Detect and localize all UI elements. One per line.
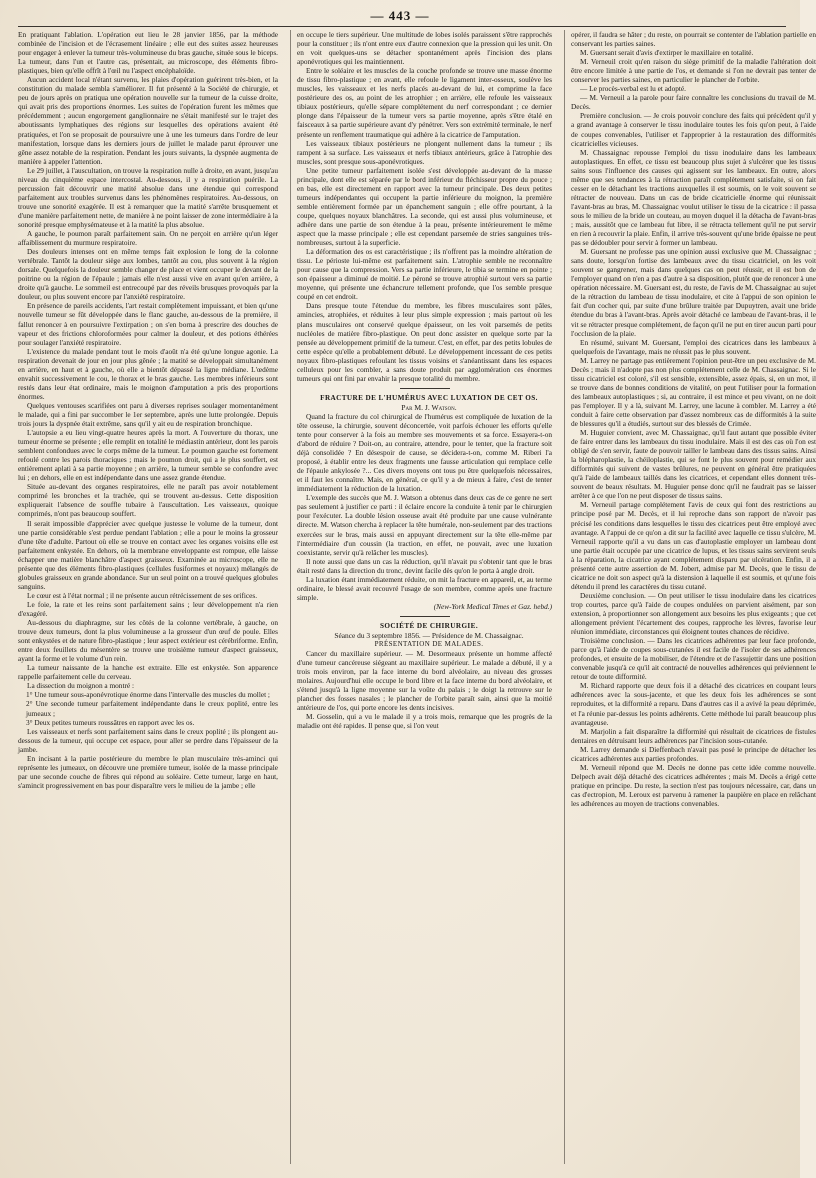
paragraph: M. Larrey demande si Dieffenbach n'avait pas posé le principe de détacher les cicatrices adhérentes aux parties profondes. <box>571 744 816 763</box>
header-rule <box>18 26 786 27</box>
paragraph: Deuxième conclusion. — On peut utiliser le tissu inodulaire dans les cicatrices trop courtes, parce qu'à l'aide de coupes ondulées on parvient aisément, par son extension, à proportionner son allongement aux besoins les plus exigeants ; que cet allongement prévient l'écartement des coupes, rapproche les lèvres, favorise leur réunion immédiate, circonstances qui éloignent toutes chances de récidive. <box>571 590 816 637</box>
paragraph: Les vaisseaux tibiaux postérieurs ne plongent nullement dans la tumeur ; ils rampent à sa surface. Les vaisseaux et nerfs tibiaux antérieurs, grâce à l'atrophie des muscles, sont presque sous-aponévrotiques. <box>297 138 552 166</box>
paragraph: M. Marjolin a fait disparaître la difformité qui résultait de cicatrices de fistules dentaires en détruisant leurs adhérences par l'incision sous-cutanée. <box>571 726 816 745</box>
list-item: 3° Deux petites tumeurs roussâtres en rapport avec les os. <box>26 717 195 727</box>
paragraph: L'existence du malade pendant tout le mois d'août n'a été qu'une longue agonie. La respiration devenait de jour en jour plus gênée ; la matité se développait simultanément en arrière, en haut et à gauche, où elle a bientôt dépassé la ligne médiane. L'œdème envahit successivement le cou, le thorax et le bras gauche. Les membres inférieurs sont restés dans leur état ordinaire, mais le moignon d'amputation a pris des proportions énormes. <box>18 346 278 401</box>
paragraph: Quelques ventouses scarifiées ont paru à diverses reprises soulager momentanément le malade, qui a fini par succomber le 1er septembre, après une lutte prolongée. Depuis trois jours la dyspnée était extrême, sans qu'il y ait eu de respiration bronchique. <box>18 400 278 429</box>
paragraph: M. Verneuil répond que M. Decès ne donne pas cette idée comme nouvelle. Delpech avait déjà détaché des cicatrices adhérentes ; mais M. Decès a érigé cette pratique en principe. Du reste, la section n'est pas toujours nécessaire, car, dans un cas d'ectropion, M. Leroux est parvenu à ramener la paupière en place en relâchant les adhérences au moyen de tractions convenables. <box>571 762 816 808</box>
session-line: Séance du 3 septembre 1856. — Présidence de M. Chassaignac. <box>334 631 524 640</box>
paragraph: M. Chassaignac repousse l'emploi du tissu inodulaire dans les lambeaux autoplastiques. En effet, ce tissu est beaucoup plus sujet à s'ulcérer que les tissus sains sous l'influence des causes qui agissent sur les lambeaux. En outre, alors même que ses tendances à la rétraction paraît complètement satisfaite, si on fait cesser en le détachant les tractions auxquelles il est soumis, on le voit souvent se rétracter de nouveau. Dans un cas de bride cicatricielle énorme qui réunissait l'avant-bras au bras, M. Chassaignac voulut utiliser le tissu de la cicatrice : il passa sous le milieu de la bride un couteau, au moyen duquel il la détacha de l'avant-bras ; mais, aussitôt que ce lambeau fut libre, il se rétracta tellement qu'il ne put servir en rien à recouvrir la plaie. Enfin, il arrive très-souvent qu'une bride épaisse ne peut pas se dédoubler pour servir à former un lambeau. <box>571 147 816 248</box>
column-1 <box>18 30 278 1164</box>
paragraph: Les vaisseaux et nerfs sont parfaitement sains dans le creux poplité ; ils plongent au-dessous de la tumeur, qui occupe cet espace, pour aller se perdre dans l'épaisseur de la jambe. <box>18 726 278 754</box>
paragraph: M. Guersant serait d'avis d'extirper le maxillaire en totalité. <box>580 48 754 58</box>
page-number: — 443 — <box>370 8 430 23</box>
section-divider <box>400 616 450 617</box>
paragraph: Située au-devant des organes respiratoires, elle ne paraît pas avoir notablement comprimé les bronches et la trachée, qui se trouvent au-dessus. Cette disposition expliquerait l'absence de souffle tubaire à l'auscultation. Les vaisseaux, quoique comprimés, n'ont pas beaucoup souffert. <box>18 482 278 519</box>
paragraph: La tumeur naissante de la hanche est extraite. Elle est enkystée. Son apparence rappelle parfaitement celle du cerveau. <box>18 663 278 682</box>
paragraph: — M. Verneuil a la parole pour faire connaître les conclusions du travail de M. Decès. <box>571 93 816 112</box>
paragraph: Il serait impossible d'apprécier avec quelque justesse le volume de la tumeur, dont une partie considérable s'est perdue pendant l'ablation ; elle a pour le moins la grosseur d'une tête d'adulte. Partout où elle se trouve en contact avec les organes voisins elle est parfaitement enkystée. En dehors, où la membrane enveloppante est rompue, elle laisse échapper une matière blanchâtre d'aspect graisseux. Examinée au microscope, elle ne présente que des éléments fibro-plastiques (cellules fusiformes et noyaux) mélangés de globules graisseux en grande abondance. Sur un seul point on a trouvé quelques globules sanguins. <box>18 518 278 591</box>
paragraph: Entre le soléaire et les muscles de la couche profonde se trouve une masse énorme de tissu fibro-plastique ; en avant, elle refoule le ligament inter-osseux, soulève les muscles, les vaisseaux et les nerfs placés au-devant de lui, et comprime la face postérieure des os, au point de les atrophier ; en arrière, elle refoule les vaisseaux tibiaux postérieurs, qu'elle sépare complétement du nerf correspondant ; ce dernier plonge dans l'épaisseur de la tumeur vers sa partie moyenne, après s'être étalé en faisceaux à sa partie supérieure avant d'y pénétrer. Vers son extrémité terminale, le nerf présente un renflement traumatique qui adhère à la cicatrice de l'amputation. <box>297 66 552 139</box>
paragraph: Une petite tumeur parfaitement isolée s'est développée au-devant de la masse principale, dont elle est séparée par le bord inférieur du fléchisseur propre du pouce ; en bas, elle est directement en rapport avec la tumeur principale. Des deux petites tumeurs indépendantes qui occupent la partie inférieure du moignon, la première semble entièrement formée par un épanchement sanguin ; elle offre pourtant, à la coupe, quelques noyaux blanchâtres. La seconde, qui est aussi plus volumineuse, et adhère dans une partie de son étendue à la peau, présente intérieurement le même aspect que la masse principale ; elle est cependant parsemée de stries sanguines très-nombreuses, surtout à la superficie. <box>297 165 552 248</box>
paragraph: Au-dessous du diaphragme, sur les côtés de la colonne vertébrale, à gauche, on trouve deux tumeurs, dont la plus volumineuse a la grosseur d'un œuf de poule. Elles sont enkystées et de nature fibro-plastique ; leur aspect extérieur est cérébriforme. Enfin, entre deux feuillets du mésentère se trouve une troisième tumeur d'aspect graisseux, ayant la forme et le volume d'un rein. <box>18 618 278 664</box>
paragraph: En résumé, suivant M. Guersant, l'emploi des cicatrices dans les lambeaux à quelquefois de l'avantage, mais ne réussit pas le plus souvent. <box>571 337 816 356</box>
paragraph: Première conclusion. — Je crois pouvoir conclure des faits qui précèdent qu'il y a grand avantage à conserver le tissu inodulaire toutes les fois qu'on peut, à l'aide de coupes convenables, l'utiliser et l'approprier à la restauration des difformités cicatricielles vicieuses. <box>571 111 816 148</box>
list-item: 1° Une tumeur sous-aponévrotique énorme dans l'intervalle des muscles du mollet ; <box>26 690 270 700</box>
paragraph: La dissection du moignon a montré : <box>27 681 135 691</box>
paragraph: Troisième conclusion. — Dans les cicatrices adhérentes par leur face profonde, parce qu'à l'aide de coupes sous-cutanées il est facile de l'isoler de ses adhérences profondes, et ensuite de la mobiliser, de l'étendre et de l'assujettir dans une position convenable jusqu'à ce qu'il ait contracté de nouvelles adhérences qui préviennent le retour de toute difformité. <box>571 636 816 682</box>
paragraph: La luxation étant immédiatement réduite, on mit la fracture en appareil, et, au terme ordinaire, le blessé avait recouvré l'usage de son membre, comme après une fracture simple. <box>297 574 552 602</box>
paragraph: A gauche, le poumon paraît parfaitement sain. On ne perçoit en arrière qu'un léger affaiblissement du murmure respiratoire. <box>18 229 278 248</box>
column-2 <box>290 30 552 1164</box>
paragraph: En incisant à la partie postérieure du membre le plan musculaire très-aminci qui représente les jumeaux, on découvre une première tumeur, isolée de la masse principale par une seconde couche de fibres qui répond au soléaire. Cette tumeur, large en haut, s'amincit progressivement en bas pour disparaître vers le milieu de la jambe ; elle <box>18 753 278 790</box>
paragraph: Aucun accident local n'étant survenu, les plaies d'opération guérirent très-bien, et la constitution du malade sembla s'améliorer. Il fut présenté à la Société de chirurgie, et peu de jours après on pratiqua une opération nouvelle sur la tumeur de la cuisse droite, qui avait pris des proportions énormes. Les suites de l'opération furent les mêmes que précédemment ; aucun engorgement ganglionnaire ne s'était manifesté sur le trajet des aboutissants lymphatiques des régions sur lesquelles des opérations avaient été pratiquées, et l'on se proposait de poursuivre une à une les tumeurs dans l'ordre de leur manifestation, lorsque dans les derniers jours de juillet le malade parut éprouver une gêne assez notable de la respiration. Pendant les jours suivants, la dyspnée augmenta de manière à appeler l'attention. <box>18 75 278 166</box>
columns <box>18 30 816 1164</box>
paragraph: En présence de pareils accidents, l'art restait complètement impuissant, et bien qu'une nouvelle tumeur se fût développée dans le flanc gauche, au-dessous de la première, il fallut renoncer à en poursuivre l'extirpation ; on s'en borna à prescrire des douches de vapeur et des frictions chloroformées pour calmer la douleur, et des potions éthérées pour soulager l'anxiété respiratoire. <box>18 301 278 347</box>
presentation-title: PRÉSENTATION DE MALADES. <box>374 640 484 649</box>
paragraph: opérer, il faudra se hâter ; du reste, on pourrait se contenter de l'ablation partielle en conservant les parties saines. <box>571 30 816 49</box>
paragraph: La déformation des os est caractéristique ; ils n'offrent pas la moindre altération de tissu. Le périoste lui-même est parfaitement sain. L'atrophie semble ne reconnaître pour cause que la compression. Vers sa partie inférieure, le tibia se termine en pointe ; son épaisseur a diminué de moitié. Le péroné se trouve atrophié surtout vers sa partie moyenne, qui présente une échancrure tellement profonde, que l'os semble presque coupé en cet endroit. <box>297 247 552 302</box>
paragraph: — Le procès-verbal est lu et adopté. <box>580 84 686 94</box>
paragraph: Il note aussi que dans un cas la réduction, qu'il n'avait pu s'obtenir tant que le bras était resté dans la direction du tronc, devint facile dès qu'on le porta à angle droit. <box>297 556 552 575</box>
society-title: SOCIÉTÉ DE CHIRURGIE. <box>379 621 479 630</box>
paragraph: M. Verneuil partage complétement l'avis de ceux qui font des restrictions au principe posé par M. Decès, et il lui reproche dans son rapport de n'avoir pas précisé les conditions dans lesquelles le tissu des cicatrices peut être employé avec avantage. A l'appui de ce qu'on a dit sur la facilité avec laquelle ce tissu s'ulcère, M. Verneuil rapporte qu'il a vu dans un cas d'autoplastie employer un lambeau dont une partie était occupée par une cicatrice de lupus, et les tissus sains servirent seuls à la réparation, la cicatrice ayant complétement disparu par ulcération. Enfin, il a présenté cette autre assertion de M. Jobert, admise par M. Decès, que le tissu de cicatrice ne doit son aspect qu'à la distension à laquelle il est soumis, et qu'une fois détendu il prend les caractères du tissu cutané. <box>571 500 816 591</box>
paragraph: M. Guersant ne professe pas une opinion aussi exclusive que M. Chassaignac ; sans doute, lorsqu'on fortise des lambeaux avec du tissu cicatriciel, on les voit souvent se gangrener, mais dans quelques cas on peut réussir, et il est bon de l'employer quand on n'en a pas d'autre à sa disposition, plutôt que de renoncer à une opération nécessaire. M. Guersant est, du reste, de l'avis de M. Chassaignac au sujet de la rétraction du lambeau de tissu inodulaire, et cite à l'appui de son opinion le fait d'un cocher qui, par suite d'une brûlure traitée par Dupuytren, avait une bride étendue du bras à l'avant-bras. Après avoir détaché ce lambeau de l'avant-bras, il le vit se rétracter presque complétement, de façon qu'il ne put en tirer aucun parti pour l'occlusion de la plaie. <box>571 247 816 338</box>
article-title: FRACTURE DE L'HUMÉRUS AVEC LUXATION DE CET OS. <box>320 393 538 402</box>
article-byline: Par M. J. Watson. <box>401 402 457 412</box>
paragraph: Des douleurs intenses ont en même temps fait explosion le long de la colonne vertébrale. Tantôt la douleur siège aux lombes, tantôt au cou, plus souvent à la région dorsale. Quelquefois la douleur semble changer de place et vient occuper le devant de la poitrine ou la région de l'épaule ; jamais elle n'est aussi vive en avant qu'en arrière, à droite qu'à gauche. Le sommeil est entrecoupé par des réveils brusques provoqués par la douleur, ou plus souvent encore par l'anxiété respiratoire. <box>18 247 278 302</box>
paragraph: L'exemple des succès que M. J. Watson a obtenus dans deux cas de ce genre ne sert pas seulement à justifier ce parti : il éclaire encore la conduite à tenir par le chirurgien pour l'exécuter. La double lésion osseuse avait été produite par une cause vulnérante directe. M. Watson chercha à replacer la tête humérale, non-seulement par des tractions exercées sur le bras, mais aussi en appuyant directement sur la tête elle-même par l'intermédiaire d'un coussin (la traction, en effet, ne pouvait, avec une luxation coexistante, servir qu'à relâcher les muscles). <box>297 493 552 557</box>
paragraph: L'autopsie a eu lieu vingt-quatre heures après la mort. A l'ouverture du thorax, une tumeur énorme se présente ; elle remplit en totalité le médiastin antérieur, dont les parois semblent confondues avec le corps même de la tumeur. Le poumon gauche est fortement refoulé contre les parois thoraciques ; mais le poumon droit, qui a le plus souffert, est entièrement aplati à sa partie moyenne ; en arrière, la tumeur semble se confondre avec lui ; en dehors, elle en est indépendante dans une assez grande étendue. <box>18 428 278 483</box>
paragraph: M. Verneuil croit qu'en raison du siège primitif de la maladie l'altération doit être encore limitée à une partie de l'os, et demande si l'on ne devrait pas tenter de conserver les parties saines, en particulier le plancher de l'orbite. <box>571 57 816 85</box>
paragraph: Le foie, la rate et les reins sont parfaitement sains ; leur développement n'a rien d'exagéré. <box>18 599 278 618</box>
paragraph: Cancer du maxillaire supérieur. — M. Desormeaux présente un homme affecté d'une tumeur cancéreuse siégeant au maxillaire supérieur. Le malade a débuté, il y a trois mois environ, par la face interne du bord alvéolaire, au niveau des grosses molaires. Aujourd'hui elle occupe le bord libre et la face interne du bord alvéolaire, et s'étend jusqu'à la ligne moyenne sur la voûte du palais ; le doigt la retrouve sur le plancher des fosses nasales ; le plancher de l'orbite paraît sain, ainsi que la moitié antérieure de l'os, qui porte encore les dents incisives. <box>297 649 552 713</box>
section-divider <box>400 388 450 389</box>
list-item: 2° Une seconde tumeur parfaitement indépendante dans le creux poplité, entre les jumeaux ; <box>26 699 278 718</box>
paragraph: M. Huguier convient, avec M. Chassaignac, qu'il faut autant que possible éviter de faire entrer dans les lambeaux du tissu inodulaire. Mais il est des cas où l'on est obligé de s'en servir, faute de pouvoir tailler le lambeau dans des tissus sains. Ainsi la blépharoplastie, la chéiloplastie, qui se font le plus souvent pour remédier aux difformités qui suivent de vastes brûlures, ne peuvent en général être pratiquées qu'à l'aide de lambeaux taillés dans les cicatrices, et cependant elles donnent très-souvent de beaux résultats. M. Huguier pense donc qu'il ne faudrait pas se laisser arrêter à ce que l'on ne peut disposer de tissus sains. <box>571 428 816 501</box>
paragraph: Dans presque toute l'étendue du membre, les fibres musculaires sont pâles, amincies, atrophiées, et réduites à leur plus simple expression ; mais partout où les plans musculaires ont conservé quelque épaisseur, on les voit parsemés de petits nucléoles de matière fibro-plastique. On peut donc assister en quelque sorte par la pensée au développement primitif de la tumeur. C'est, en effet, par des petits lobules de cette espèce qu'elle a probablement débuté. Le développement incessant de ces petits noyaux fibro-plastiques refoulant les tissus voisins et s'anéantissant dans les espaces celluleux pour les combler, a sans doute produit par agglomération ces énormes tumeurs qui ont fini par envahir la presque totalité du membre. <box>297 301 552 383</box>
paragraph: En pratiquant l'ablation. L'opération eut lieu le 28 janvier 1856, par la méthode combinée de l'incision et de l'écrasement linéaire ; elle eut des suites assez heureuses pour engager à enlever la tumeur très-volumineuse du bras gauche, située sous le biceps. La tumeur, dans l'un et l'autre cas, présentait, au microscope, des éléments fibro-plastiques, bien qu'elle offrît à l'œil nu l'aspect encéphaloïde. <box>18 30 278 76</box>
column-3 <box>564 30 816 1164</box>
paragraph: Le cœur est à l'état normal ; il ne présente aucun rétrécissement de ses orifices. <box>27 590 258 600</box>
paragraph: Quand la fracture du col chirurgical de l'humérus est compliquée de luxation de la tête osseuse, la chirurgie, souvent déconcertée, voit parfois échouer les efforts qu'elle tente pour conserver à la fois au membre ses mouvements et sa force. Essayera-t-on d'abord de réduire ? Doit-on, au contraire, attendre, pour le tenter, que la fracture soit déjà consolidée ? En désespoir de cause, se décidera-t-on, comme M. Riberi l'a proposé, à établir entre les deux fragments une fausse articulation qui remplace celle de l'épaule ankylosée ?... Ces divers moyens ont tous pu être quelquefois nécessaires, et il faut les connaître. Mais, en général, ce qu'il y a de mieux à faire, c'est de tenter immédiatement la réduction de la luxation. <box>297 411 552 494</box>
paragraph: en occupe le tiers supérieur. Une multitude de lobes isolés paraissent s'être rapprochés pour la constituer ; ils n'ont entre eux d'autre connexion que la pression qui les unit. On en voit quelques-uns se détacher spontanément après l'incision des plans aponévrotiques qui les maintiennent. <box>297 30 552 67</box>
paragraph: Le 29 juillet, à l'auscultation, on trouve la respiration nulle à droite, en avant, jusqu'au niveau du cinquième espace intercostal. Au-dessous, il y a respiration puérile. La percussion fait découvrir une matité absolue dans une étendue qui correspond parfaitement aux troubles survenus dans les phénomènes respiratoires. Au-dessous, on trouve une sonorité exagérée. Il est à remarquer que la matité s'arrête brusquement et d'une manière parfaitement nette, de manière à ne point laisser de zone intermédiaire à la sonorité presque emphysémateuse et à la matité la plus absolue. <box>18 165 278 229</box>
paragraph: M. Larrey ne partage pas entièrement l'opinion peut-être un peu exclusive de M. Decès ; mais il n'adopte pas non plus complétement celle de M. Chassaignac. Si le tissu cicatriciel est coloré, s'il est sensible, extensible, assez épais, si, en un mot, il se trouve dans de bonnes conditions de vitalité, on peut l'utiliser pour la formation des lambeaux autoplastiques ; si, au contraire, il est mince et peu vivant, on ne doit pas l'employer. Il y a là, suivant M. Larrey, une lacune à combler. M. Larrey a été conduit à faire cette observation par d'assez nombreux cas de difformités à la suite de blessures qu'il a étudiés, surtout sur des blessés de Crimée. <box>571 355 816 429</box>
paragraph: M. Gosselin, qui a vu le malade il y a trois mois, remarque que les progrès de la maladie ont été rapides. Il pense que, si l'on veut <box>297 712 552 731</box>
paragraph: M. Richard rapporte que deux fois il a détaché des cicatrices en coupant leurs adhérences avec la sous-jacente, et que les deux fois les adhérences se sont reproduites, et la difformité a reparu. Dans d'autres cas il a avivé la peau déprimée, et l'a réunie par-dessus les points adhérents. Cette méthode lui paraît beaucoup plus avantageuse. <box>571 681 816 727</box>
article-source: (New-York Medical Times et Gaz. hebd.) <box>433 601 552 611</box>
